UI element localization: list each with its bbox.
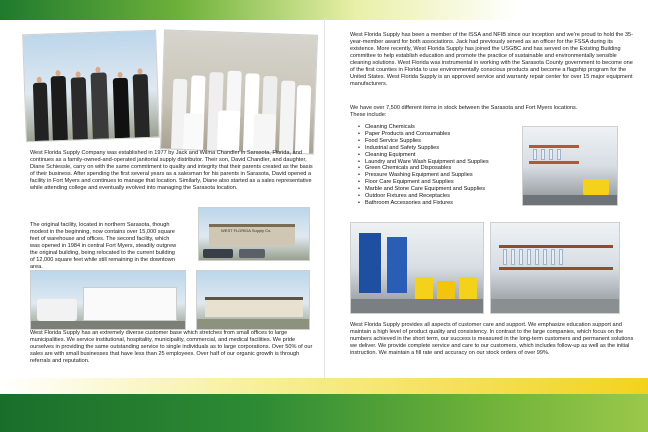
photo-owners <box>22 30 160 143</box>
photo-showroom <box>522 126 618 206</box>
list-item: • Outdoor Fixtures and Receptacles <box>358 193 518 200</box>
list-item: • Bathroom Accessories and Fixtures <box>358 200 518 207</box>
history-paragraph: West Florida Supply has been a member of the ISSA and NFIB since our inception and we're proud to hold the 35-year-member award for both associations. Jack had previously served as an officer for the FSSA during its existence. More recently, West Florida Supply has joined the USGBC and has served on the Existing Building committee to help establish education and promote the practice of sustainable and environmentally sensible cleaning solutions. West Florida was instrumental in working with the Sarasota County government to become one of the first counties in Florida to use environmentally conscious products and become a flagship program for the United States. West Florida Supply is an approved service and warranty repair center for over 15 major equipment manufacturers. <box>350 32 633 87</box>
photo-chemical-aisle <box>490 222 620 314</box>
building-sign: WEST FLORIDA Supply Co. <box>221 228 272 233</box>
product-list <box>358 124 518 207</box>
list-item: • Floor Care Equipment and Supplies <box>358 179 518 186</box>
service-paragraph: West Florida Supply provides all aspects of customer care and support. We emphasize education support and maintain a high level of product quality and consistency. In contrast to the large companies, which focus on the numbers achieved in the short term, our success is measured in the long-term customers and permanent solutions we deliver. We provide complete service and care to our customers, which includes follow-up as well as the initial instruction. We maintain a fill rate and accuracy on our stock orders of over 99%. <box>350 322 634 356</box>
list-item: • Paper Products and Consumables <box>358 131 518 138</box>
list-item: • Marble and Stone Care Equipment and Supplies <box>358 186 518 193</box>
list-item: • Industrial and Safety Supplies <box>358 145 518 152</box>
left-page <box>20 22 318 374</box>
right-page <box>336 22 634 374</box>
list-item: • Cleaning Equipment <box>358 152 518 159</box>
list-item: • Pressure Washing Equipment and Supplies <box>358 172 518 179</box>
photo-equipment-aisle <box>350 222 484 314</box>
page-gutter <box>324 18 325 378</box>
top-gradient-band <box>0 0 648 20</box>
list-item: • Cleaning Chemicals <box>358 124 518 131</box>
photo-delivery-trucks <box>30 270 186 330</box>
photo-staff <box>160 29 318 154</box>
intro-paragraph: West Florida Supply Company was established in 1977 by Jack and Wilma Chandler in Sarasota, Florida, and continues as a family-owned-and-operated janitorial supply distributor. Their son, David Chandler, and daughter, Diane Schiessle, carry on with the same commitment to quality and integrity that their parents created as the basis of their business. After spending the first several years as a salesman for his parents in Sarasota, David opened a facility in Fort Myers and continues to manage that location. Similarly, Diane also started as a sales representative while attending college and eventually evolved into managing the Sarasota location. <box>30 150 313 191</box>
inventory-paragraph: We have over 7,500 different items in stock between the Sarasota and Fort Myers locations. These include: <box>350 105 578 118</box>
customers-paragraph: West Florida Supply has an extremely diverse customer base which stretches from small offices to large municipalities. We service institutional, hospitality, municipality, commercial, and medical facilities. We pride ourselves in providing the same outstanding service to single individuals as to large corporations. Over 50% of our sales are with small businesses that have less than 25 employees. Over half of our organic growth is through referrals and reputation. <box>30 330 313 364</box>
bottom-green-band <box>0 394 648 432</box>
list-item: • Food Service Supplies <box>358 138 518 145</box>
photo-second-location <box>196 270 310 330</box>
facility-paragraph: The original facility, located in northern Sarasota, though modest in the beginning, now contains over 15,000 square feet of warehouse and offices. The second facility, which was opened in 1984 in central Fort Myers, steadily outgrew the original building, being relocated to the current building of 12,000 square feet while still remaining in the downtown area. <box>30 222 177 270</box>
bottom-yellow-band <box>0 378 648 394</box>
list-item: • Green Chemicals and Disposables <box>358 165 518 172</box>
photo-building <box>198 207 310 261</box>
list-item: • Laundry and Ware Wash Equipment and Supplies <box>358 159 518 166</box>
